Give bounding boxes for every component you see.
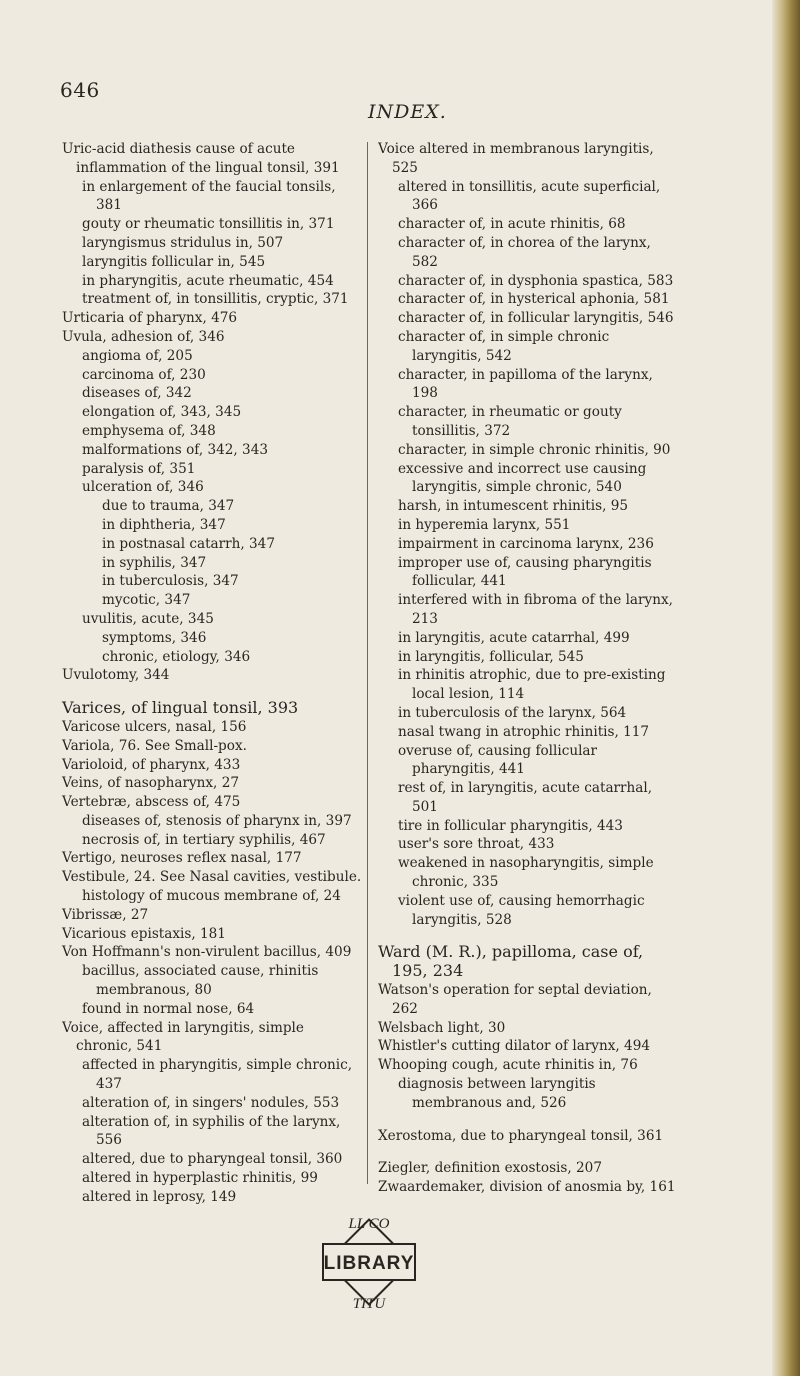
index-entry: in diphtheria, 347 xyxy=(102,516,226,533)
index-entry: diseases of, 342 xyxy=(82,385,192,402)
index-entry: improper use of, causing pharyngitis follicular, 441 xyxy=(398,554,652,590)
index-entry: Uvulotomy, 344 xyxy=(62,667,170,684)
index-entry: diagnosis between laryngitis membranous and, 526 xyxy=(398,1076,596,1111)
section-gap xyxy=(378,1145,678,1159)
index-entry: Xerostoma, due to pharyngeal tonsil, 361 xyxy=(378,1127,664,1144)
index-entry: Voice altered in membranous laryngitis, 525 xyxy=(378,141,654,176)
index-entry: Welsbach light, 30 xyxy=(378,1019,506,1036)
index-entry: in syphilis, 347 xyxy=(102,554,207,571)
page-edge-shadow xyxy=(772,0,800,1376)
index-entry: carcinoma of, 230 xyxy=(82,366,206,383)
index-entry: bacillus, associated cause, rhinitis membranous, 80 xyxy=(82,963,319,999)
index-entry: paralysis of, 351 xyxy=(82,460,196,477)
index-entry: in hyperemia larynx, 551 xyxy=(398,516,571,533)
index-entry: harsh, in intumescent rhinitis, 95 xyxy=(398,498,629,515)
index-entry: altered in hyperplastic rhinitis, 99 xyxy=(82,1170,318,1187)
index-entry: excessive and incorrect use causing laryngitis, simple chronic, 540 xyxy=(398,460,647,496)
index-entry: treatment of, in tonsillitis, cryptic, 371 xyxy=(82,291,349,308)
index-entry: Uvula, adhesion of, 346 xyxy=(62,328,225,345)
index-entry: alteration of, in singers' nodules, 553 xyxy=(82,1094,340,1111)
index-entry: necrosis of, in tertiary syphilis, 467 xyxy=(82,831,326,848)
index-entry: Varioloid, of pharynx, 433 xyxy=(62,756,241,773)
index-entry: altered in leprosy, 149 xyxy=(82,1188,237,1205)
index-entry: Whooping cough, acute rhinitis in, 76 xyxy=(378,1057,638,1074)
column-divider xyxy=(367,142,368,1184)
index-entry: interfered with in fibroma of the larynx, 213 xyxy=(398,592,673,627)
index-entry: gouty or rheumatic tonsillitis in, 371 xyxy=(82,216,335,233)
index-entry: Vertigo, neuroses reflex nasal, 177 xyxy=(62,850,302,867)
index-left-column xyxy=(62,140,362,1207)
library-stamp xyxy=(305,1198,433,1326)
index-entry: Whistler's cutting dilator of larynx, 494 xyxy=(378,1038,651,1055)
index-entry: Zwaardemaker, division of anosmia by, 161 xyxy=(378,1179,676,1196)
index-entry: affected in pharyngitis, simple chronic, 437 xyxy=(82,1057,353,1093)
index-entry: character of, in hysterical aphonia, 581 xyxy=(398,291,670,308)
index-entry: laryngismus stridulus in, 507 xyxy=(82,234,284,251)
section-gap xyxy=(378,1113,678,1127)
index-entry: found in normal nose, 64 xyxy=(82,1000,255,1017)
index-entry: Vibrissæ, 27 xyxy=(62,906,149,923)
index-entry: character of, in follicular laryngitis, 546 xyxy=(398,310,674,327)
index-entry: altered in tonsillitis, acute superficial, 366 xyxy=(398,178,661,214)
index-entry: in laryngitis, follicular, 545 xyxy=(398,648,584,665)
index-entry: character of, in chorea of the larynx, 582 xyxy=(398,234,651,270)
stamp-center-text: LIBRARY xyxy=(323,1253,415,1274)
index-entry: in tuberculosis, 347 xyxy=(102,573,239,590)
index-entry: chronic, etiology, 346 xyxy=(102,648,251,665)
index-entry: Varices, of lingual tonsil, 393 xyxy=(62,698,299,718)
index-entry: in laryngitis, acute catarrhal, 499 xyxy=(398,629,630,646)
index-entry: user's sore throat, 433 xyxy=(398,836,555,853)
index-entry: diseases of, stenosis of pharynx in, 397 xyxy=(82,812,352,829)
index-entry: Watson's operation for septal deviation, 262 xyxy=(378,982,652,1017)
index-entry: character, in simple chronic rhinitis, 90 xyxy=(398,441,671,458)
section-gap xyxy=(62,685,362,699)
index-entry: overuse of, causing follicular pharyngitis, 441 xyxy=(398,742,598,778)
index-entry: in postnasal catarrh, 347 xyxy=(102,535,275,552)
index-entry: Variola, 76. See Small-pox. xyxy=(62,737,247,754)
index-entry: laryngitis follicular in, 545 xyxy=(82,253,266,270)
index-entry: Von Hoffmann's non-virulent bacillus, 409 xyxy=(62,944,352,961)
index-entry: histology of mucous membrane of, 24 xyxy=(82,888,341,905)
index-entry: character, in papilloma of the larynx, 198 xyxy=(398,366,653,402)
index-entry: weakened in nasopharyngitis, simple chronic, 335 xyxy=(398,855,654,891)
section-gap xyxy=(378,929,678,943)
running-head: INDEX. xyxy=(368,101,447,123)
index-entry: character of, in acute rhinitis, 68 xyxy=(398,216,626,233)
index-entry: Veins, of nasopharynx, 27 xyxy=(62,775,239,792)
index-entry: elongation of, 343, 345 xyxy=(82,404,242,421)
index-entry: Vertebræ, abscess of, 475 xyxy=(62,794,241,811)
stamp-top-text: LL CO xyxy=(348,1216,390,1232)
index-right-column xyxy=(378,140,678,1197)
index-entry: Uric-acid diathesis cause of acute inflammation of the lingual tonsil, 391 xyxy=(62,141,340,176)
index-entry: emphysema of, 348 xyxy=(82,422,216,439)
index-entry: Vestibule, 24. See Nasal cavities, vestibule. xyxy=(62,869,362,886)
index-entry: in tuberculosis of the larynx, 564 xyxy=(398,704,627,721)
index-entry: character, in rheumatic or gouty tonsillitis, 372 xyxy=(398,404,622,439)
index-entry: angioma of, 205 xyxy=(82,347,193,364)
index-entry: in pharyngitis, acute rheumatic, 454 xyxy=(82,272,334,289)
index-entry: Voice, affected in laryngitis, simple chronic, 541 xyxy=(62,1019,304,1055)
index-entry: symptoms, 346 xyxy=(102,629,207,646)
index-entry: in enlargement of the faucial tonsils, 381 xyxy=(82,178,336,214)
index-entry: Varicose ulcers, nasal, 156 xyxy=(62,718,247,735)
stamp-bottom-text: TITU xyxy=(352,1296,386,1312)
index-entry: character of, in dysphonia spastica, 583 xyxy=(398,272,674,289)
index-entry: Ziegler, definition exostosis, 207 xyxy=(378,1160,602,1177)
index-entry: due to trauma, 347 xyxy=(102,498,235,515)
index-entry: ulceration of, 346 xyxy=(82,479,204,496)
index-entry: alteration of, in syphilis of the larynx, 556 xyxy=(82,1113,341,1149)
index-entry: impairment in carcinoma larynx, 236 xyxy=(398,535,654,552)
index-entry: tire in follicular pharyngitis, 443 xyxy=(398,817,623,834)
index-entry: character of, in simple chronic laryngitis, 542 xyxy=(398,328,610,364)
index-entry: rest of, in laryngitis, acute catarrhal, 501 xyxy=(398,780,653,815)
page-number: 646 xyxy=(60,78,100,102)
index-entry: uvulitis, acute, 345 xyxy=(82,610,214,627)
index-entry: in rhinitis atrophic, due to pre-existing local lesion, 114 xyxy=(398,667,666,703)
index-entry: mycotic, 347 xyxy=(102,592,191,609)
index-entry: nasal twang in atrophic rhinitis, 117 xyxy=(398,723,650,740)
index-entry: Urticaria of pharynx, 476 xyxy=(62,310,238,327)
index-entry: Vicarious epistaxis, 181 xyxy=(62,925,226,942)
index-entry: violent use of, causing hemorrhagic laryngitis, 528 xyxy=(398,892,645,928)
index-entry: Ward (M. R.), papilloma, case of, 195, 234 xyxy=(378,942,644,981)
index-entry: malformations of, 342, 343 xyxy=(82,441,269,458)
index-entry: altered, due to pharyngeal tonsil, 360 xyxy=(82,1151,343,1168)
